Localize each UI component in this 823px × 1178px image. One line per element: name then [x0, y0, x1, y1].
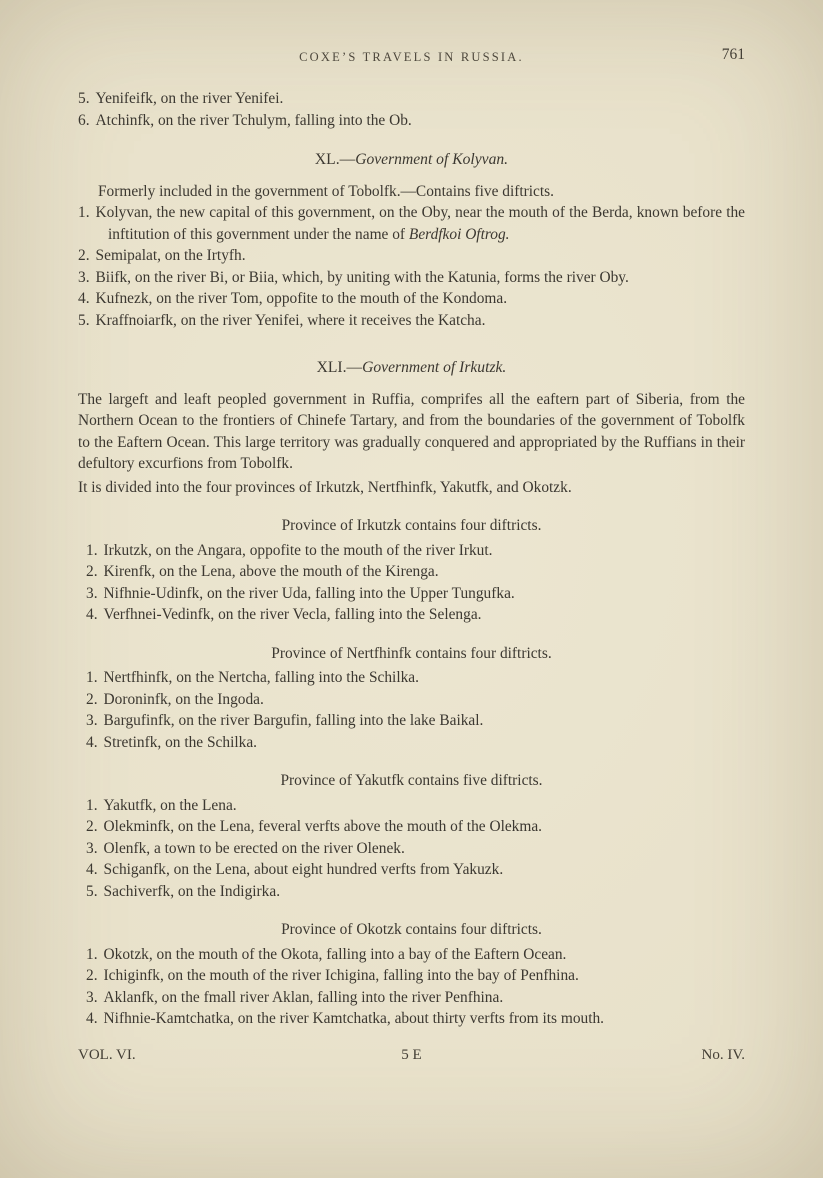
list-item	[86, 965, 745, 987]
item-number: 1.	[86, 541, 98, 559]
continued-district-list	[78, 88, 745, 131]
item-text: Kolyvan, the new capital of this government, on the Oby, near the mouth of the Berda, known before the inftitution of this government under the name of	[95, 204, 745, 243]
section-number: XL.—	[314, 151, 356, 168]
item-text: Irkutzk, on the Angara, oppofite to the mouth of the river Irkut.	[103, 541, 493, 559]
list-item	[86, 944, 745, 966]
section-number: XLI.—	[316, 359, 363, 376]
list-item	[86, 604, 745, 626]
item-text: Olenfk, a town to be erected on the river Olenek.	[103, 839, 405, 857]
irkutzk-paragraph-2: It is divided into the four provinces of Irkutzk, Nertfhinfk, Yakutfk, and Okotzk.	[78, 478, 572, 496]
footer-signature-mark: 5 E	[401, 1046, 422, 1063]
list-item	[86, 838, 745, 860]
list-item	[86, 583, 745, 605]
item-text: Bargufinfk, on the river Bargufin, falling into the lake Baikal.	[103, 712, 484, 729]
list-item	[86, 540, 745, 562]
list-item	[86, 881, 745, 903]
item-number: 2.	[86, 818, 98, 835]
list-item	[78, 110, 745, 132]
province-yakutfk-list	[86, 795, 745, 903]
text-column	[78, 88, 745, 1030]
section-heading-irkutzk	[78, 357, 745, 379]
item-text: Atchinfk, on the river Tchulym, falling into the Ob.	[95, 111, 412, 129]
item-text: Kufnezk, on the river Tom, oppofite to the mouth of the Kondoma.	[95, 290, 508, 307]
item-text: Verfhnei-Vedinfk, on the river Vecla, falling into the Selenga.	[103, 606, 482, 623]
province-heading-nertfhinfk: Province of Nertfhinfk contains four diftricts.	[271, 644, 552, 662]
item-number: 1.	[78, 204, 90, 221]
item-text: Sachiverfk, on the Indigirka.	[103, 882, 281, 900]
province-nertfhinfk-list	[86, 667, 745, 753]
item-text: Kirenfk, on the Lena, above the mouth of the Kirenga.	[103, 563, 439, 580]
item-text: Yakutfk, on the Lena.	[103, 796, 237, 814]
item-number: 3.	[78, 268, 90, 286]
list-item	[78, 267, 745, 289]
item-number: 6.	[78, 111, 90, 129]
list-item	[78, 310, 745, 332]
item-text: Doroninfk, on the Ingoda.	[103, 690, 264, 708]
item-text: Biifk, on the river Bi, or Biia, which, by uniting with the Katunia, forms the river Oby.	[95, 268, 629, 286]
item-number: 2.	[78, 247, 90, 264]
list-item	[86, 710, 745, 732]
item-text: Kraffnoiarfk, on the river Yenifei, where it receives the Katcha.	[95, 311, 486, 329]
list-item	[78, 202, 745, 245]
item-number: 4.	[86, 606, 98, 623]
list-item	[78, 245, 745, 267]
item-number: 3.	[86, 712, 98, 729]
section-title: Government of Kolyvan.	[355, 151, 509, 168]
province-irkutzk-list	[86, 540, 745, 626]
item-text: Okotzk, on the mouth of the Okota, falling into a bay of the Eaftern Ocean.	[103, 945, 567, 963]
province-heading-yakutfk: Province of Yakutfk contains five diftricts.	[280, 772, 543, 789]
list-item	[86, 561, 745, 583]
item-text: Schiganfk, on the Lena, about eight hundred verfts from Yakuzk.	[103, 861, 504, 878]
footer-volume: VOL. VI.	[78, 1046, 136, 1063]
item-text: Aklanfk, on the fmall river Aklan, falling into the river Penfhina.	[103, 988, 504, 1006]
item-text: Semipalat, on the Irtyfh.	[95, 247, 246, 264]
page-footer	[78, 1045, 745, 1067]
item-number: 4.	[86, 861, 98, 878]
item-number: 3.	[86, 839, 98, 857]
item-number: 1.	[86, 669, 98, 686]
irkutzk-paragraph-1: The largeft and leaft peopled government in Ruffia, comprifes all the eaftern part of Siberia, from the Northern Ocean to the frontiers of Chinefe Tartary, and from the boundaries of the government of Tobolfk to the Eaftern Ocean. This large territory was gradually conquered and appropriated by the Ruffians in their defultory excurfions from Tobolfk.	[78, 390, 745, 472]
item-number: 5.	[78, 90, 90, 107]
item-number: 2.	[86, 690, 98, 708]
list-item	[78, 288, 745, 310]
item-number: 2.	[86, 563, 98, 580]
item-text: Nifhnie-Udinfk, on the river Uda, falling into the Upper Tungufka.	[103, 584, 515, 602]
item-text: Ichiginfk, on the mouth of the river Ichigina, falling into the bay of Penfhina.	[103, 967, 579, 984]
running-header-title: COXE’S TRAVELS IN RUSSIA.	[299, 50, 524, 64]
item-text: Stretinfk, on the Schilka.	[103, 733, 258, 751]
list-item	[86, 859, 745, 881]
kolyvan-intro-paragraph: Formerly included in the government of Tobolfk.—Contains five diftricts.	[98, 182, 554, 200]
section-heading-kolyvan	[78, 149, 745, 171]
item-number: 5.	[78, 311, 90, 329]
kolyvan-district-list	[78, 202, 745, 331]
item-number: 4.	[78, 290, 90, 307]
footer-issue-number: No. IV.	[701, 1046, 745, 1063]
item-text: Nertfhinfk, on the Nertcha, falling into the Schilka.	[103, 669, 419, 686]
list-item	[86, 732, 745, 754]
province-okotzk-list	[86, 944, 745, 1030]
item-text: Olekminfk, on the Lena, feveral verfts above the mouth of the Olekma.	[103, 818, 543, 835]
item-number: 4.	[86, 1010, 98, 1027]
list-item	[86, 689, 745, 711]
list-item	[86, 1008, 745, 1030]
running-header	[78, 46, 745, 66]
item-text: Yenifeifk, on the river Yenifei.	[95, 90, 284, 107]
item-number: 2.	[86, 967, 98, 984]
item-number: 3.	[86, 988, 98, 1006]
list-item	[86, 987, 745, 1009]
province-heading-irkutzk: Province of Irkutzk contains four diftricts.	[281, 517, 542, 534]
item-number: 1.	[86, 796, 98, 814]
item-number: 4.	[86, 733, 98, 751]
list-item	[78, 88, 745, 110]
list-item	[86, 795, 745, 817]
list-item	[86, 667, 745, 689]
italic-place-name: Berdfkoi Oftrog.	[408, 225, 510, 243]
item-number: 3.	[86, 584, 98, 602]
section-title: Government of Irkutzk.	[362, 359, 507, 376]
item-number: 1.	[86, 945, 98, 963]
item-text: Nifhnie-Kamtchatka, on the river Kamtchatka, about thirty verfts from its mouth.	[103, 1010, 605, 1027]
page-number: 761	[721, 46, 745, 63]
province-heading-okotzk: Province of Okotzk contains four diftricts.	[281, 921, 542, 938]
list-item	[86, 816, 745, 838]
item-number: 5.	[86, 882, 98, 900]
